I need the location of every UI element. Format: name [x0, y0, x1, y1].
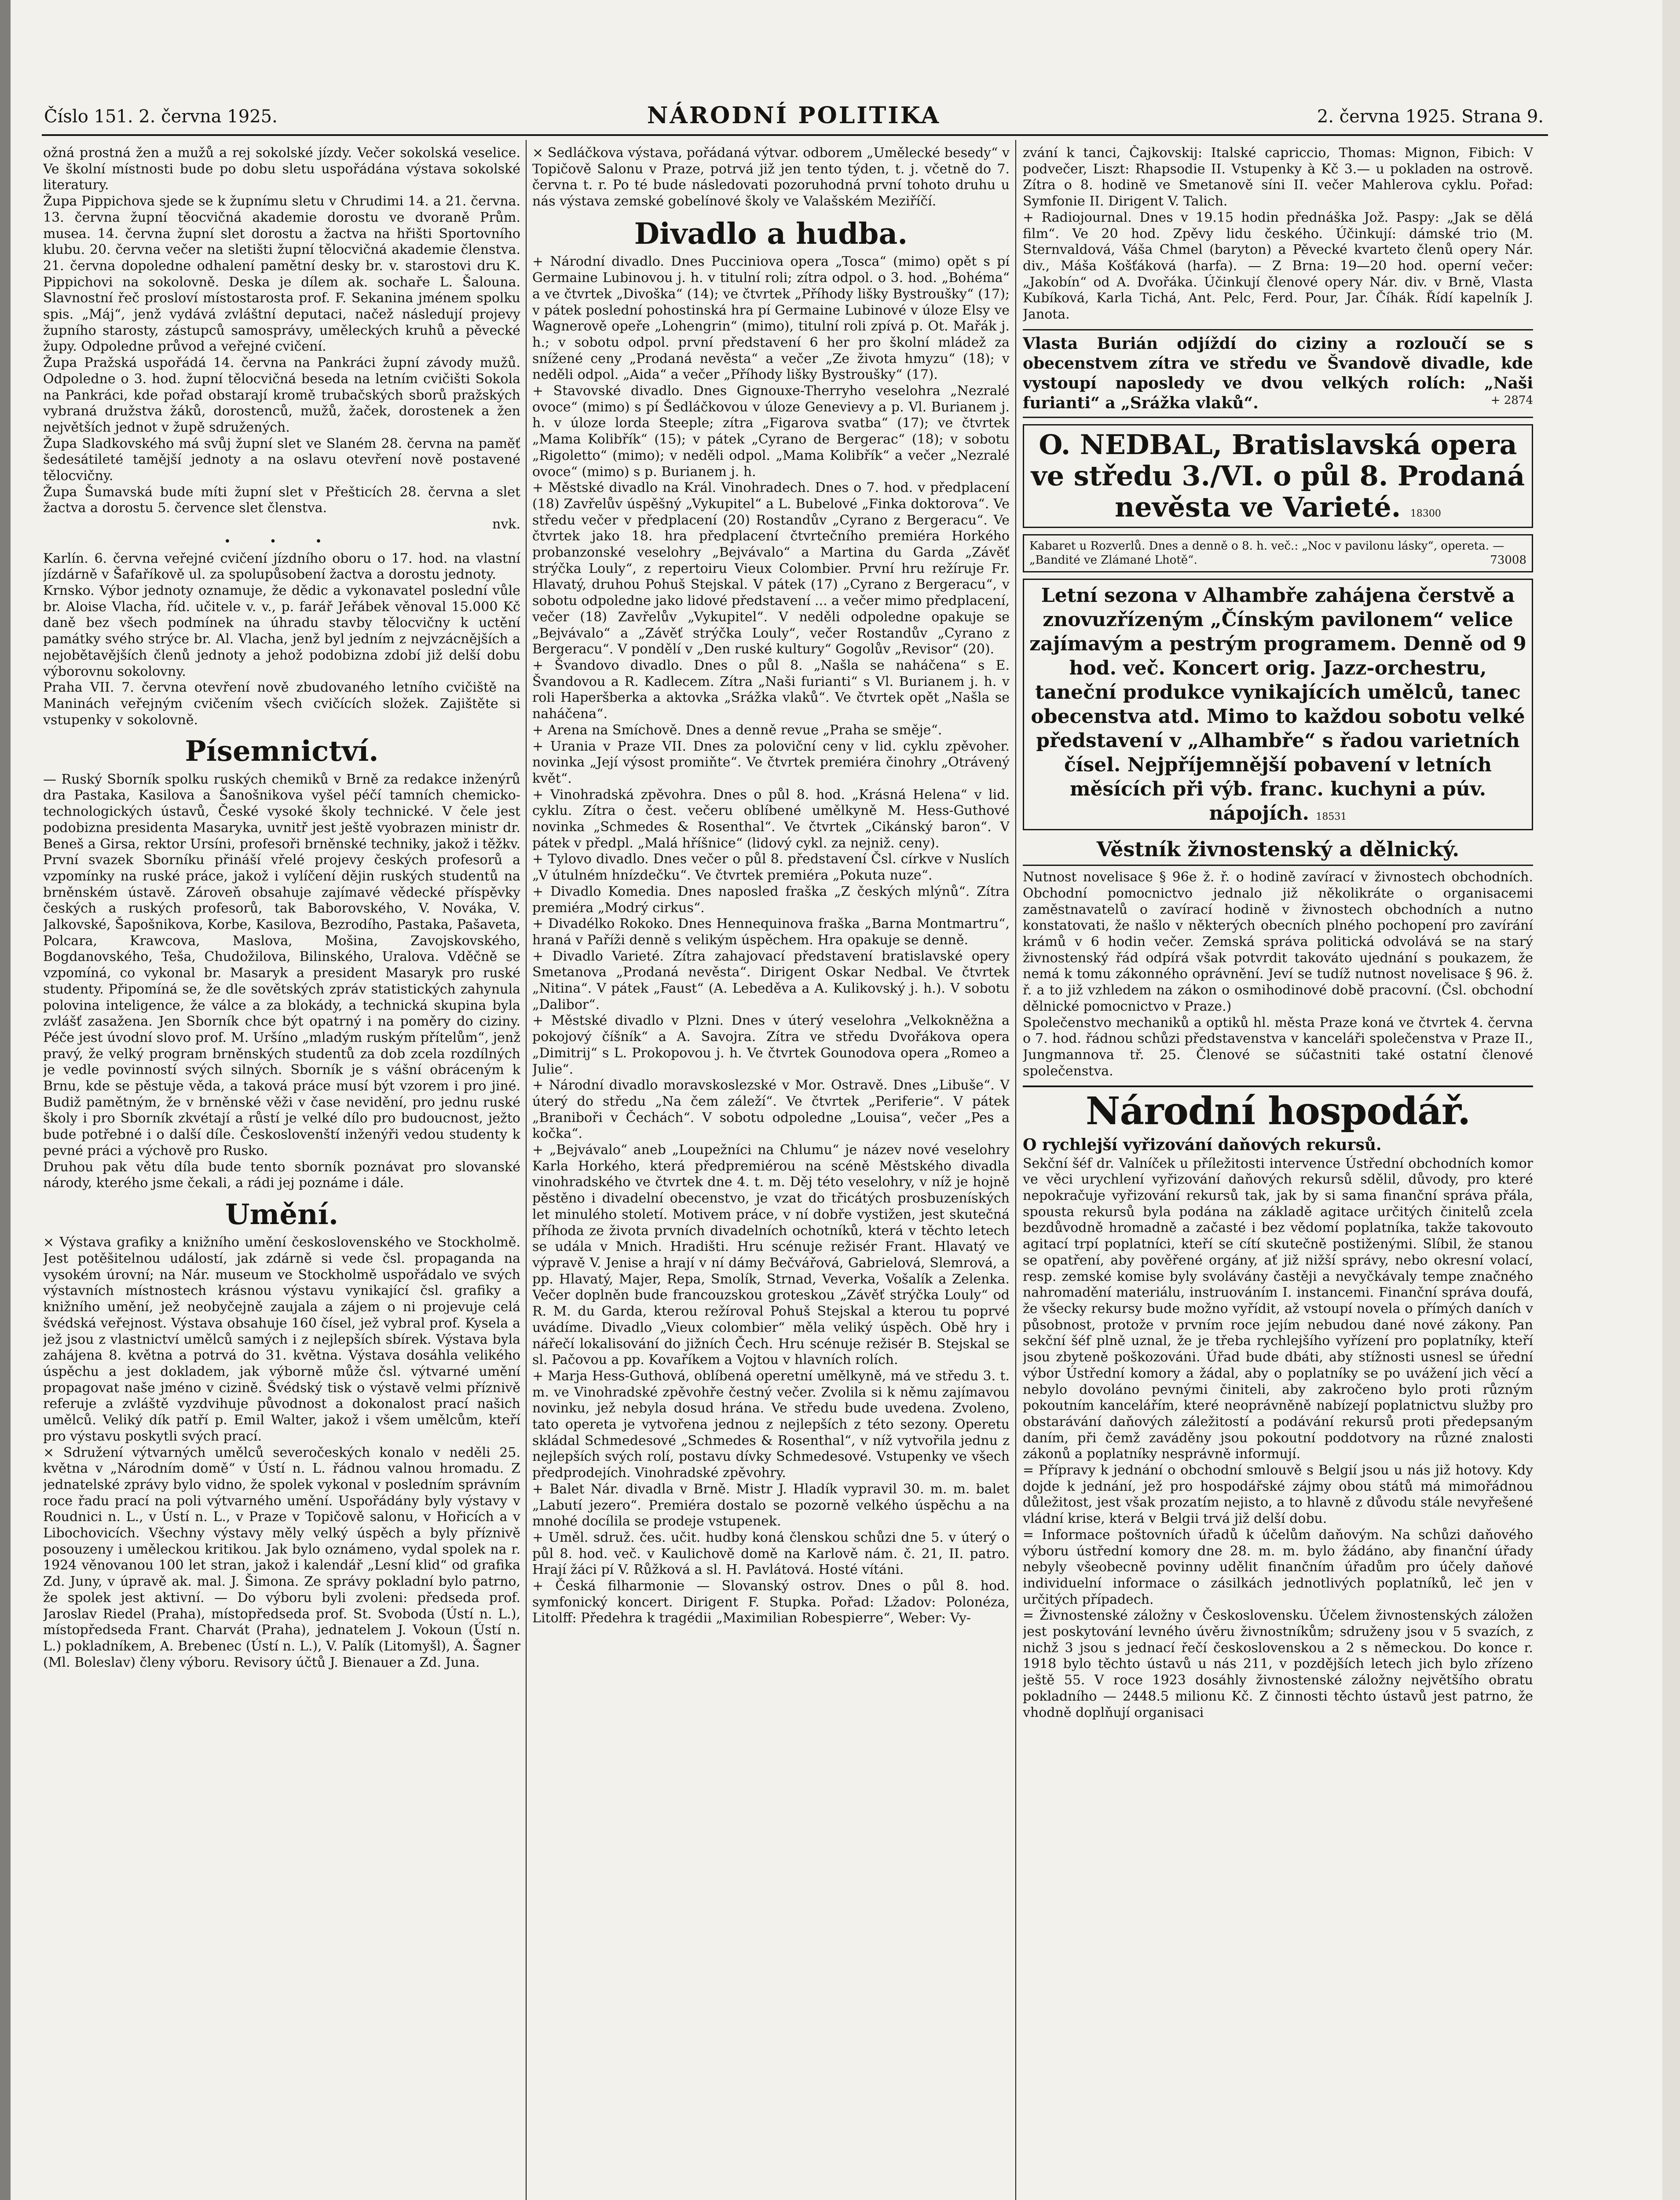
article-text: + Divadlo Varieté. Zítra zahajovací představení bratislavské opery Smetanova „Prodaná nevěsta“. Dirigent Oskar Nedbal. Ve čtvrtek „Nitina“. V pátek „Faust“ (A. Lebeděva a A. Kulikovský j. h.). V sobotu „Dalibor“.	[532, 948, 1010, 1012]
article-text: + Radiojournal. Dnes v 19.15 hodin přednáška Jož. Paspy: „Jak se dělá film“. Ve 20 hod. Zpěvy lidu českého. Účinkují: dámské trio (M. Sternvaldová, Váša Chmel (baryton) a Pěvecké kvarteto členů opery Nár. div., Máša Košťáková (harfa). — Z Brna: 19—20 hod. operní večer: „Jakobín“ od A. Dvořáka. Účinkují členové opery Nár. div. v Brně, Vlasta Kubíková, Karla Tichá, Ant. Pelc, Ferd. Pour, Jar. Číhák. Řídí kapelník J. Janota.	[1023, 209, 1533, 323]
ad-code: 73008	[1490, 554, 1526, 567]
advertisement-nedbal-opera	[1023, 424, 1533, 528]
article-text: + Marja Hess-Guthová, oblíbená operetní umělkyně, má ve středu 3. t. m. ve Vinohradské zpěvohře čestný večer. Zvolila si k němu zajímavou novinku, jež nebyla dosud hrána. Ve středu bude uvedena. Zvoleno, tato opereta je vytvořena jednou z nejlepších z této sezony. Operetu skládal Schmedesové „Schmedes & Rosenthal“, v níž vytvořila jednu z nejlepších svých rolí, postavu dívky Schmedesové. Vstupenky ve všech předprodejích. Vinohradské zpěvohry.	[532, 1368, 1010, 1481]
advertisement-alhambra	[1023, 579, 1533, 830]
issue-number: Číslo 151. 2. června 1925.	[44, 106, 278, 127]
article-text: Župa Sladkovského má svůj župní slet ve Slaném 28. června na paměť šedesátileté tamější jednoty a na oslavu otevření nově postavené tělocvičny.	[43, 436, 520, 484]
signature: nvk.	[492, 517, 520, 532]
section-heading: Písemnictví.	[185, 735, 379, 768]
article-text: + Městské divadlo na Král. Vinohradech. Dnes o 7. hod. v předplacení (18) Zavřelův úspěšný „Vykupitel“ a L. Bubelové „Finka doktorova“. Ve středu večer v předplacení (20) Rostandův „Cyrano z Bergeracu“. Ve čtvrtek jako 18. hra předplacení čtvrtečního premiéra Horkého probanzonské veselohry „Bejvávalo“ a Martina du Garda „Závěť strýčka Louly“, z repertoiru Vieux Colombier. První hru režíruje Fr. Hlavatý, druhou Pohuš Stejskal. V pátek (17) „Cyrano z Bergeracu“, v sobotu odpoledne jako lidové představení ... a večer mimo předplacení, večer (18) Zavřelův „Vykupitel“. V neděli odpoledne opakuje se „Bejvávalo“ a „Závěť strýčka Louly“, večer Rostandův „Cyrano z Bergeracu“. V pondělí v „Den ruské kultury“ Gogolův „Revisor“ (20).	[532, 480, 1010, 657]
ad-code: 18300	[1410, 508, 1441, 520]
article-text: + Uměl. sdruž. čes. učit. hudby koná členskou schůzi dne 5. v úterý o půl 8. hod. več. v Kaulichově domě na Karlově nám. č. 21, II. patro. Hrají žáci pí V. Růžková a sl. H. Pavlátová. Hosté vítáni.	[532, 1529, 1010, 1578]
column-1	[43, 145, 520, 2200]
article-text: Župa Šumavská bude míti župní slet v Přešticích 28. června a slet žactva a dorostu 5. července slet členstva.	[43, 484, 520, 516]
article-text: + Vinohradská zpěvohra. Dnes o půl 8. hod. „Krásná Helena“ v lid. cyklu. Zítra o čest. večeru oblíbené umělkyně M. Hess-Guthové novinka „Schmedes & Rosenthal“. Ve čtvrtek „Cikánský baron“. V pátek v předpl. „Malá hříšnice“ (lidový cykl. za nejniž. ceny).	[532, 787, 1010, 851]
article-text: zvání k tanci, Čajkovskij: Italské capriccio, Thomas: Mignon, Fibich: V podvečer, Liszt: Rhapsodie II. Vstupenky à Kč 3.— u pokladen na ostrově. Zítra o 8. hodině ve Smetanově síni II. večer Mahlerova cyklu. Pořad: Symfonie II. Dirigent V. Talich.	[1023, 145, 1533, 209]
masthead: NÁRODNÍ POLITIKA	[647, 102, 941, 129]
article-text: Župa Pražská uspořádá 14. června na Pankráci župní závody mužů. Odpoledne o 3. hod. župní tělocvičná beseda na letním cvičišti Sokola na Pankráci, kde pořad obstarají kromě trubačských sborů pražských vybraná družstva žáků, dorostenců, mužů, žaček, dorostenek a žen největších jednot v župě sdružených.	[43, 355, 520, 435]
section-heading: Divadlo a hudba.	[634, 216, 908, 251]
article-text: Krnsko. Výbor jednoty oznamuje, že dědic a vykonavatel poslední vůle br. Aloise Vlacha, říd. učitele v. v., p. farář Jeřábek věnoval 15.000 Kč daně bez všech podmínek na úhradu stavby tělocvičny k uctění památky svého strýce br. Al. Vlacha, jenž byl jedním z nejvzácnějších a nejobětavějších členů jednoty a jehož podobizna zdobí již delší dobu výborovnu sokolovny.	[43, 583, 520, 679]
article-text: = Živnostenské záložny v Československu. Účelem živnostenských záložen jest poskytování levného úvěru živnostníkům; sdruženy jsou v 5 svazích, z nichž 3 jsou s jednací řečí československou a 2 s německou. Do konce r. 1918 bylo těchto ústavů u nás 211, v pozdějších letech jich bylo zřízeno ještě 55. V roce 1923 dosáhly živnostenské záložny největšího obratu pokladního — 2448.5 milionu Kč. Z činnosti těchto ústavů jest patrno, že vhodně doplňují organisaci	[1023, 1608, 1533, 1720]
article-text: + Městské divadlo v Plzni. Dnes v úterý veselohra „Velkokněžna a pokojový číšník“ a A. Savojra. Zítra ve středu Dvořákova opera „Dimitrij“ s L. Prokopovou j. h. Ve čtvrtek Gounodova opera „Romeo a Julie“.	[532, 1013, 1010, 1077]
ad-text: Letní sezona v Alhambře zahájena čerstvě a znovuzřízeným „Čínským pavilonem“ velice zajímavým a pestrým programem. Denně od 9 hod. več. Koncert orig. Jazz-orchestru, taneční produkce vynikajících umělců, tanec obecenstva atd. Mimo to každou sobotu velké představení v „Alhambře“ s řadou varietních čísel. Nejpříjemnější pobavení v letních měsících při výb. franc. kuchyni a púv. nápojích.	[1029, 584, 1526, 825]
article-text: — Ruský Sborník spolku ruských chemiků v Brně za redakce inženýrů dra Pastaka, Kasilova a Šanošnikova vyšel péčí tamních chemicko-technologických ústavů, České vysoké školy technické. V čele jest podobizna presidenta Masaryka, uvnitř jest ještě vyobrazen ministr dr. Beneš a Girsa, rektor Ursíni, profesoři brněnské techniky, jakož i těžkv. První svazek Sborníku přináší vřelé projevy českých profesorů a vzpomínky na ruské práce, jakož i vylíčení dějin ruských studentů na brněnském ústavě. Zároveň obsahuje zajímavé vědecké příspěvky českých a ruských profesorů, tak Baborovského, V. Nováka, V. Jalkovské, Šapošnikova, Korbe, Kasilova, Bezrodího, Pastaka, Pašaveta, Polcara, Krawcova, Maslova, Mošina, Zavojskovského, Bogdanovského, Teša, Chudožilova, Bilinského, Uralova. Vděčně se vzpomíná, co vykonal br. Masaryk a president Masaryk pro ruské studenty. Připomíná se, že dle sovětských zpráv statistických zahynula polovina inteligence, že válce a za blokády, a technická skupina byla zvlášť zasažena. Jen Sborník chce být opatrný i na poměry do ciziny. Péče jest úvodní slovo prof. M. Uršíno „mladým ruským přítelům“, jenž pravý, že velký program brněnských studentů za dob zcela rozdílných je vedle povinností svých silných. Sborník je s vášní obráceným k Brnu, kde se pěstuje věda, a taková práce musí být vzorem i pro jiné. Budiž pamětným, že v brněnské věži v čase nevidění, pro jednu ruské školy i pro Sborník zkvétají a růstí je velké dílo pro budoucnost, ježto bude potřebné i o další díle. Českoslovenští inženýři vedou studenty k pevné práci a výchově pro Rusko.	[43, 771, 520, 1159]
column-2	[532, 145, 1010, 2200]
article-text: Nutnost novelisace § 96e ž. ř. o hodině zavírací v živnostech obchodních. Obchodní pomocnictvo jednalo již několikráte o organisacemi zaměstnavatelů o zavírací hodině v živnostech obchodních a nutno konstatovati, že našlo v některých obecních plného pochopení pro zavírání krámů v 6 hodin večer. Zemská správa politická odvolává se na starý živnostenský řád odpírá však potvrdit takováto ujednání s poukazem, že nemá k tomu zákonného oprávnění. Jeví se tudíž nutnost novelisace § 96. ž. ř. a to již vzhledem na zákon o osmihodinové době pracovní. (Čsl. obchodní dělnické pomocnictvo v Praze.)	[1023, 869, 1533, 1014]
article-text: Praha VII. 7. června otevření nově zbudovaného letního cvičiště na Maninách veřejným cvičením všech cvičících složek. Zajištěte si vstupenky v sokolovně.	[43, 680, 520, 728]
column-divider-1	[526, 140, 527, 2200]
article-text: + Národní divadlo. Dnes Pucciniova opera „Tosca“ (mimo) opět s pí Germaine Lubinovou j. h. v titulní roli; zítra odpol. o 3. hod. „Bohéma“ a ve čtvrtek „Divoška“ (14); ve čtvrtek „Příhody lišky Bystroušky“ (17); v pátek poslední pohostinská hra pí Germaine Lubinové v úloze Elsy ve Wagnerově opeře „Lohengrin“ (mimo), titulní roli zpívá p. Ot. Mařák j. h.; v sobotu odpol. první představení 6 her pro školní mládež za snížené ceny „Prodaná nevěsta“ a večer „Ze života hmyzu“ (18); v neděli odpol. „Aida“ a večer „Příhody lišky Bystroušky“ (17).	[532, 254, 1010, 383]
article-text: + Stavovské divadlo. Dnes Gignouxe-Therryho veselohra „Nezralé ovoce“ (mimo) s pí Šedláčkovou v úloze Genevievy a p. Vl. Burianem j. h. v úloze lorda Steeple; zítra „Figarova svatba“ (17); ve čtvrtek „Mama Kolibřík“ (15); v pátek „Cyrano de Bergerac“ (18); v sobotu „Rigoletto“ (mimo); v neděli odpol. „Mama Kolibřík“ a večer „Nezralé ovoce“ (mimo) s p. Burianem j. h.	[532, 383, 1010, 480]
article-text: = Přípravy k jednání o obchodní smlouvě s Belgií jsou u nás již hotovy. Kdy dojde k jednání, jež pro hospodářské zájmy obou států má mimořádnou důležitost, jest však prozatím nejisto, a to hlavně z důvodu stále nevyřešené vládní krise, která v Belgii trvá již delší dobu.	[1023, 1463, 1533, 1527]
article-text: + Divadlo Komedia. Dnes naposled fraška „Z českých mlýnů“. Zítra premiéra „Modrý cirkus“.	[532, 884, 1010, 916]
ad-code: + 2874	[1490, 393, 1533, 407]
article-text: Sekční šéf dr. Valníček u příležitosti intervence Ústřední obchodních komor ve věci urychlení vyřizování daňových rekursů sdělil, důvody, pro které nepokračuje vyřizování rekursů tak, jak by si sama finanční správa přála, spousta rekursů byla podána na základě agitace určitých činitelů zcela bezdůvodně hromadně a začasté i bez vědomí poplatníka, takže takovouto agitací trpí poplatníci, kteří se cítí skutečně postiženými. Slíbil, že stanou se opatření, aby pověřené orgány, ať již nižší správy, nebo okresní volací, resp. zemské komise byly svolávány častěji a nevyčkávaly tempe značného nahromadění materiálu, instruováním I. instancemi. Finanční správa doufá, že všecky rekursy bude možno vyřídit, až vstoupí novela o přímých daních v působnost, protože v prvním roce jejím nebudou dané nové zákony. Pan sekční šéf plně uznal, že je třeba rychlejšího vyřízení pro poplatníky, kteří jsou zbyteně poškozováni. Úřad bude dbáti, aby stížnosti usnesl se úřední výbor Ústřední komory a žádal, aby o poplatníky se po uvážení jich věcí a nebylo dovoláno pevnými činiteli, aby zakročeno bylo proti různým pokoutním kancelářím, které neoprávněně nabízejí poplatnictvu služby pro obstarávání daňových záležitostí a podávání rekursů proti předepsaným daním, při čemž zaváděny jsou pokoutní poddotvory na různé znalosti zákonů a poplatníky nesprávně informují.	[1023, 1155, 1533, 1462]
advertisement-kabaret	[1023, 534, 1533, 572]
article-text: Druhou pak větu díla bude tento sborník poznávat pro slovanské národy, kterého jsme čekali, a rádi jej poznáme i dále.	[43, 1159, 520, 1191]
article-text: + Arena na Smíchově. Dnes a denně revue „Praha se směje“.	[532, 722, 942, 738]
article-text: + Divadélko Rokoko. Dnes Hennequinova fraška „Barna Montmartru“, hraná v Paříži denně s velikým úspěchem. Hra opakuje se denně.	[532, 916, 1010, 948]
article-text: + Balet Nár. divadla v Brně. Mistr J. Hladík vypravil 30. m. m. balet „Labutí jezero“. Premiéra dostalo se pozorně velkého úspěchu a na mnohé docílila se prodeje vstupenek.	[532, 1481, 1010, 1529]
article-text: × Sedláčkova výstava, pořádaná výtvar. odborem „Umělecké besedy“ v Topičově Salonu v Praze, potrvá již jen tento týden, t. j. včetně do 7. června t. r. Po té bude následovati pozoruhodná první tohoto druhu u nás výstava zemské gobelínové školy ve Valašském Meziříčí.	[532, 145, 1010, 209]
article-text: Karlín. 6. června veřejné cvičení jízdního oboru o 17. hod. na vlastní jízdárně v Šafaříkově ul. za spolupůsobení žactva a dorostu jednoty.	[43, 550, 520, 583]
ad-code: 18531	[1316, 811, 1347, 822]
ad-text: O. NEDBAL, Bratislavská opera ve středu 3./VI. o půl 8. Prodaná nevěsta ve Varieté.	[1031, 428, 1525, 524]
article-text: × Sdružení výtvarných umělců severočeských konalo v neděli 25. května v „Národním domě“ v Ústí n. L. řádnou valnou hromadu. Z jednatelské zprávy bylo vidno, že spolek vykonal v posledním správním roce řadu prací na poli výtvarného umění. Uspořádány byly výstavy v Roudnici n. L., v Ústí n. L., v Praze v Topičově salonu, v Hořicích a v Libochovicích. Všechny výstavy měly velký úspěch a byly příznivě posouzeny i uměleckou kritikou. Jak bylo oznámeno, vydal spolek na r. 1924 věnovanou 100 let stran, jakož i kalendář „Lesní klid“ od grafika Zd. Juny, v úpravě ak. mal. J. Šimona. Ze správy pokladní bylo patrno, že spolek jest aktivní. — Do výboru byli zvoleni: předseda prof. Jaroslav Riedel (Praha), místopředseda prof. St. Svoboda (Ústí n. L.), místopředseda Frant. Charvát (Praha), jednatelem J. Vokoun (Ústí n. L.) pokladníkem, A. Brebenec (Ústí n. L.), V. Palík (Litomyšl), A. Šagner (Ml. Boleslav) členy výboru. Revisory účtů J. Bienauer a Zd. Juna.	[43, 1445, 520, 1670]
page-header	[44, 102, 1544, 133]
article-text: + Česká filharmonie — Slovanský ostrov. Dnes o půl 8. hod. symfonický koncert. Dirigent F. Stupka. Pořad: Lžadov: Polonéza, Litolff: Předehra k tragédii „Maximilian Robespierre“, Weber: Vy-	[532, 1578, 1010, 1626]
ad-text: Vlasta Burián odjíždí do ciziny a rozloučí se s obecenstvem zítra ve středu ve Švandově divadle, kde vystoupí naposledy ve dvou velkých rolích: „Naši furianti“ a „Srážka vlaků“.	[1023, 334, 1533, 412]
header-rule	[42, 134, 1548, 136]
binding-edge-right	[1662, 0, 1680, 2200]
article-text: = Informace poštovních úřadů k účelům daňovým. Na schůzi daňového výboru ústřední komory dne 28. m. m. bylo žádáno, aby finanční úřady nebyly všeobecně povinny udělit finančním úřadům pro účely daňové individuelní informace o zásilkách jednotlivých poplatníků, leč jen v určitých případech.	[1023, 1527, 1533, 1607]
section-rule	[1023, 1085, 1533, 1087]
section-rule	[1023, 865, 1533, 866]
article-text: + „Bejvávalo“ aneb „Loupežníci na Chlumu“ je název nové veselohry Karla Horkého, která předpremiérou na scéně Městského divadla vinohradského ve čtvrtek dne 4. t. m. Děj této veselohry, v níž je hojně pěstěno i divadelní obecenstvo, je vzat do třicátých prosbuzeníských let minulého století. Motivem práce, v ní dobře vystižen, jest skutečná příhoda ze života prvních divadelních ochotníků, která v těchto letech se udála v Mnich. Hradišti. Hru scénuje režisér Frant. Hlavatý ve výpravě V. Jenise a hrají v ní dámy Bečvářová, Gabrielová, Slemrová, a pp. Hlavatý, Majer, Repa, Smolík, Strnad, Veverka, Vošalík a Zelenka. Večer doplněn bude francouzskou groteskou „Závěť strýčka Louly“ od R. M. du Garda, kterou režíroval Pohuš Stejskal a kterou tu poprvé uvádíme. Divadlo „Vieux colombier“ měla veliký úspěch. Obě hry i nářečí lokalisování do jižních Čech. Hru scénuje režisér B. Stejskal se sl. Pačovou a pp. Kovaříkem a Vojtou v hlavních rolích.	[532, 1142, 1010, 1368]
column-3	[1023, 145, 1533, 2200]
column-divider-2	[1015, 140, 1016, 2200]
article-text: ožná prostná žen a mužů a rej sokolské jízdy. Večer sokolská veselice. Ve školní místnosti bude po dobu sletu uspořádána výstava sokolské literatury.	[43, 145, 520, 193]
page-number: 2. června 1925. Strana 9.	[1317, 106, 1544, 127]
section-heading: Národní hospodář.	[1085, 1089, 1471, 1134]
ad-text: Kabaret u Rozverlů. Dnes a denně o 8. h. več.: „Noc v pavilonu lásky“, opereta. — „Bandité ve Zlámané Lhotě“.	[1029, 539, 1504, 567]
section-heading: Umění.	[225, 1198, 339, 1231]
article-text: Župa Pippichova sjede se k župnímu sletu v Chrudimi 14. a 21. června. 13. června župní těocvičná akademie dorostu ve dvoraně Prům. musea. 14. června župní slet dorostu a žactva na hřišti Sportovního klubu. 20. června večer na sletišti župní tělocvičná akademie členstva. 21. června dopoledne odhalení pamětní desky br. v. starostovi dru K. Pippichovi na sokolovně. Deska je dílem ak. sochaře L. Šalouna. Slavnostní řeč prosloví místostarosta prof. F. Sekanina jménem spolku spis. „Máj“, jenž vydává zvláštní deputaci, načež následují projevy župního starosty, zástupců samosprávy, uměleckých kruhů a pěvecké župy. Odpoledne průvod a veřejné cvičení.	[43, 194, 520, 355]
article-text: + Švandovo divadlo. Dnes o půl 8. „Našla se naháčena“ s E. Švandovou a R. Kadlecem. Zítra „Naši furianti“ s Vl. Burianem j. h. v roli Haperšberka a aktovka „Srážka vlaků“. Ve čtvrtek opět „Našla se naháčena“.	[532, 657, 1010, 722]
article-text: + Národní divadlo moravskoslezské v Mor. Ostravě. Dnes „Libuše“. V úterý do středu „Na čem záleží“. Ve čtvrtek „Periferie“. V pátek „Braniboři v Čechách“. V sobotu odpoledne „Louisa“, večer „Pes a kočka“.	[532, 1078, 1010, 1142]
article-heading: O rychlejší vyřizování daňových rekursů.	[1023, 1135, 1382, 1154]
article-text: + Tylovo divadlo. Dnes večer o půl 8. představení Čsl. církve v Nuslích „V útulném hnízdečku“. Ve čtvrtek premiéra „Pokuta nuze“.	[532, 851, 1010, 884]
article-text: × Výstava grafiky a knižního umění československého ve Stockholmě. Jest potěšitelnou událostí, jak zdárně si vede čsl. propaganda na vysokém úrovní; na Nár. museum ve Stockholmě uspořádalo ve svých výstavních místnostech krásnou výstavu vynikající čsl. grafiky a knižního umění, jež neobyčejně zaujala a zájem o ni projevuje celá švédská veřejnost. Výstava obsahuje 160 čísel, jež vybral prof. Kysela a jež jsou z vlastnictví umělců samých i z nejlepších sbírek. Výstava byla zahájena 8. května a potrvá do 31. května. Výstava dosáhla velikého úspěchu a jest dokladem, jak výborně může čsl. výtvarné umění propagovat naše jméno v cizině. Švédský tisk o výstavě velmi příznivě referuje a zvláště vyzdvihuje původnost a dokonalost prací našich umělců. Veliký dík patří p. Emil Walter, jakož i všem umělcům, kteří pro výstavu poskytli svých prací.	[43, 1235, 520, 1444]
separator: • • •	[224, 535, 340, 548]
article-text: + Urania v Praze VII. Dnes za poloviční ceny v lid. cyklu zpěvoher. novinka „Její výsost promiňte“. Ve čtvrtek premiéra činohry „Otrávený květ“.	[532, 738, 1010, 786]
advertisement-burian	[1023, 329, 1533, 418]
binding-edge	[0, 0, 11, 2200]
article-text: Společenstvo mechaniků a optiků hl. města Praze koná ve čtvrtek 4. června o 7. hod. řádnou schůzi představenstva v kanceláři společenstva v Praze II., Jungmannova tř. 25. Členové se súčastniti také ostatní členové společenstva.	[1023, 1015, 1533, 1079]
section-heading: Věstník živnostenský a dělnický.	[1096, 837, 1460, 861]
